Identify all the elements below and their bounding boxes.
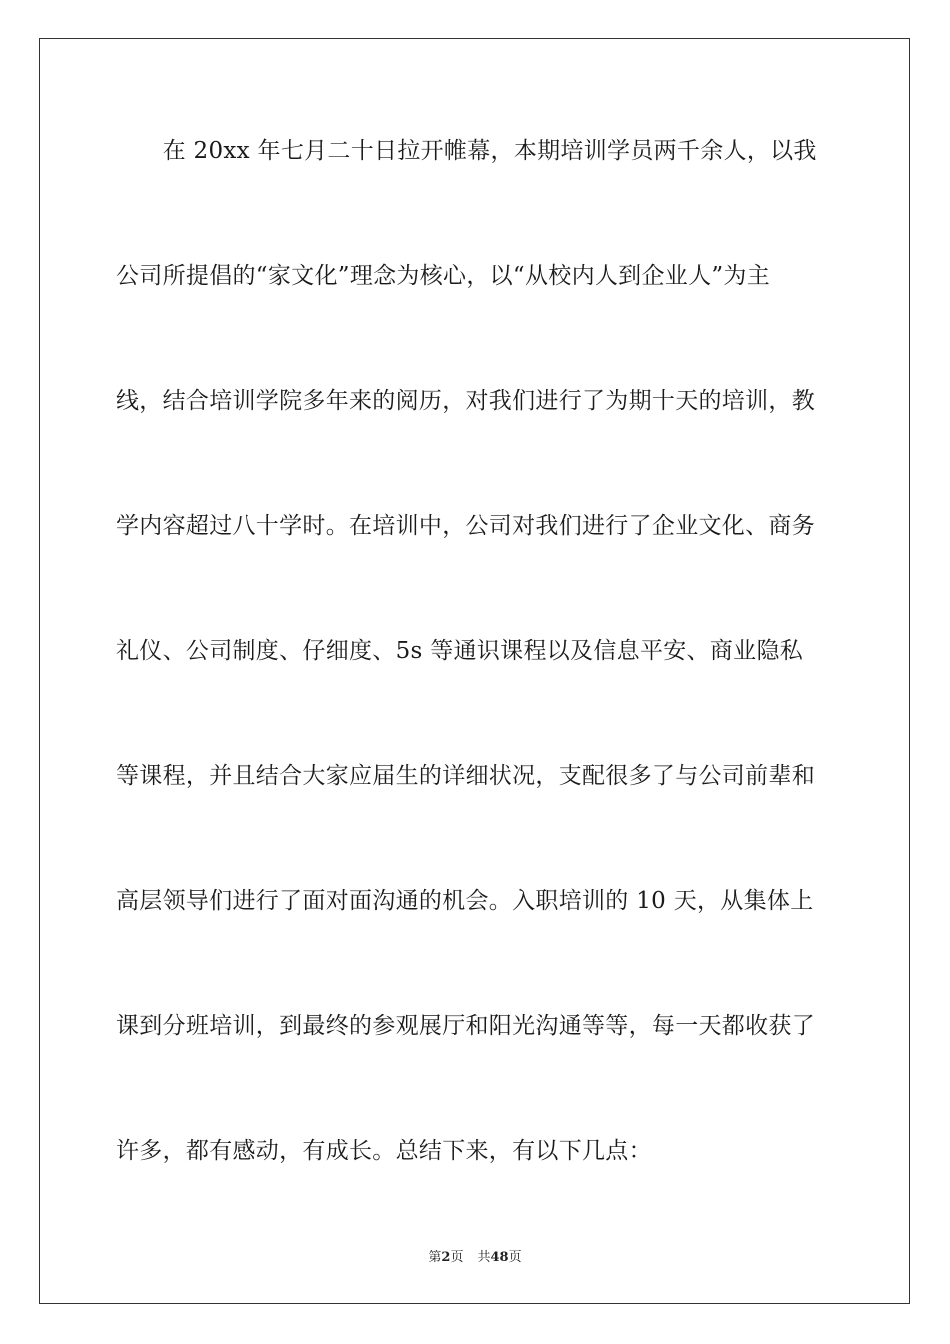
page-suffix: 页 xyxy=(450,1250,464,1265)
paragraph-line: 在 20xx 年七月二十日拉开帷幕，本期培训学员两千余人，以我 xyxy=(116,138,817,164)
total-pages: 48 xyxy=(490,1250,509,1265)
paragraph-line: 礼仪、公司制度、仔细度、5s 等通识课程以及信息平安、商业隐私 xyxy=(116,638,804,664)
total-suffix: 页 xyxy=(508,1250,522,1265)
paragraph-line: 公司所提倡的“家文化”理念为核心，以“从校内人到企业人”为主 xyxy=(116,263,771,289)
page-prefix: 第 xyxy=(428,1250,442,1265)
paragraph-line: 许多，都有感动，有成长。总结下来，有以下几点： xyxy=(116,1138,652,1164)
total-prefix: 共 xyxy=(477,1250,491,1265)
page-footer xyxy=(0,1246,950,1265)
paragraph-line: 等课程，并且结合大家应届生的详细状况，支配很多了与公司前辈和 xyxy=(116,763,815,789)
paragraph-line: 课到分班培训，到最终的参观展厅和阳光沟通等等，每一天都收获了 xyxy=(116,1013,815,1039)
paragraph-line: 高层领导们进行了面对面沟通的机会。入职培训的 10 天，从集体上 xyxy=(116,888,814,914)
paragraph-line: 学内容超过八十学时。在培训中，公司对我们进行了企业文化、商务 xyxy=(116,513,815,539)
paragraph-line: 线，结合培训学院多年来的阅历，对我们进行了为期十天的培训，教 xyxy=(116,388,815,414)
page-number: 2 xyxy=(441,1250,451,1265)
document-body xyxy=(116,110,834,1235)
